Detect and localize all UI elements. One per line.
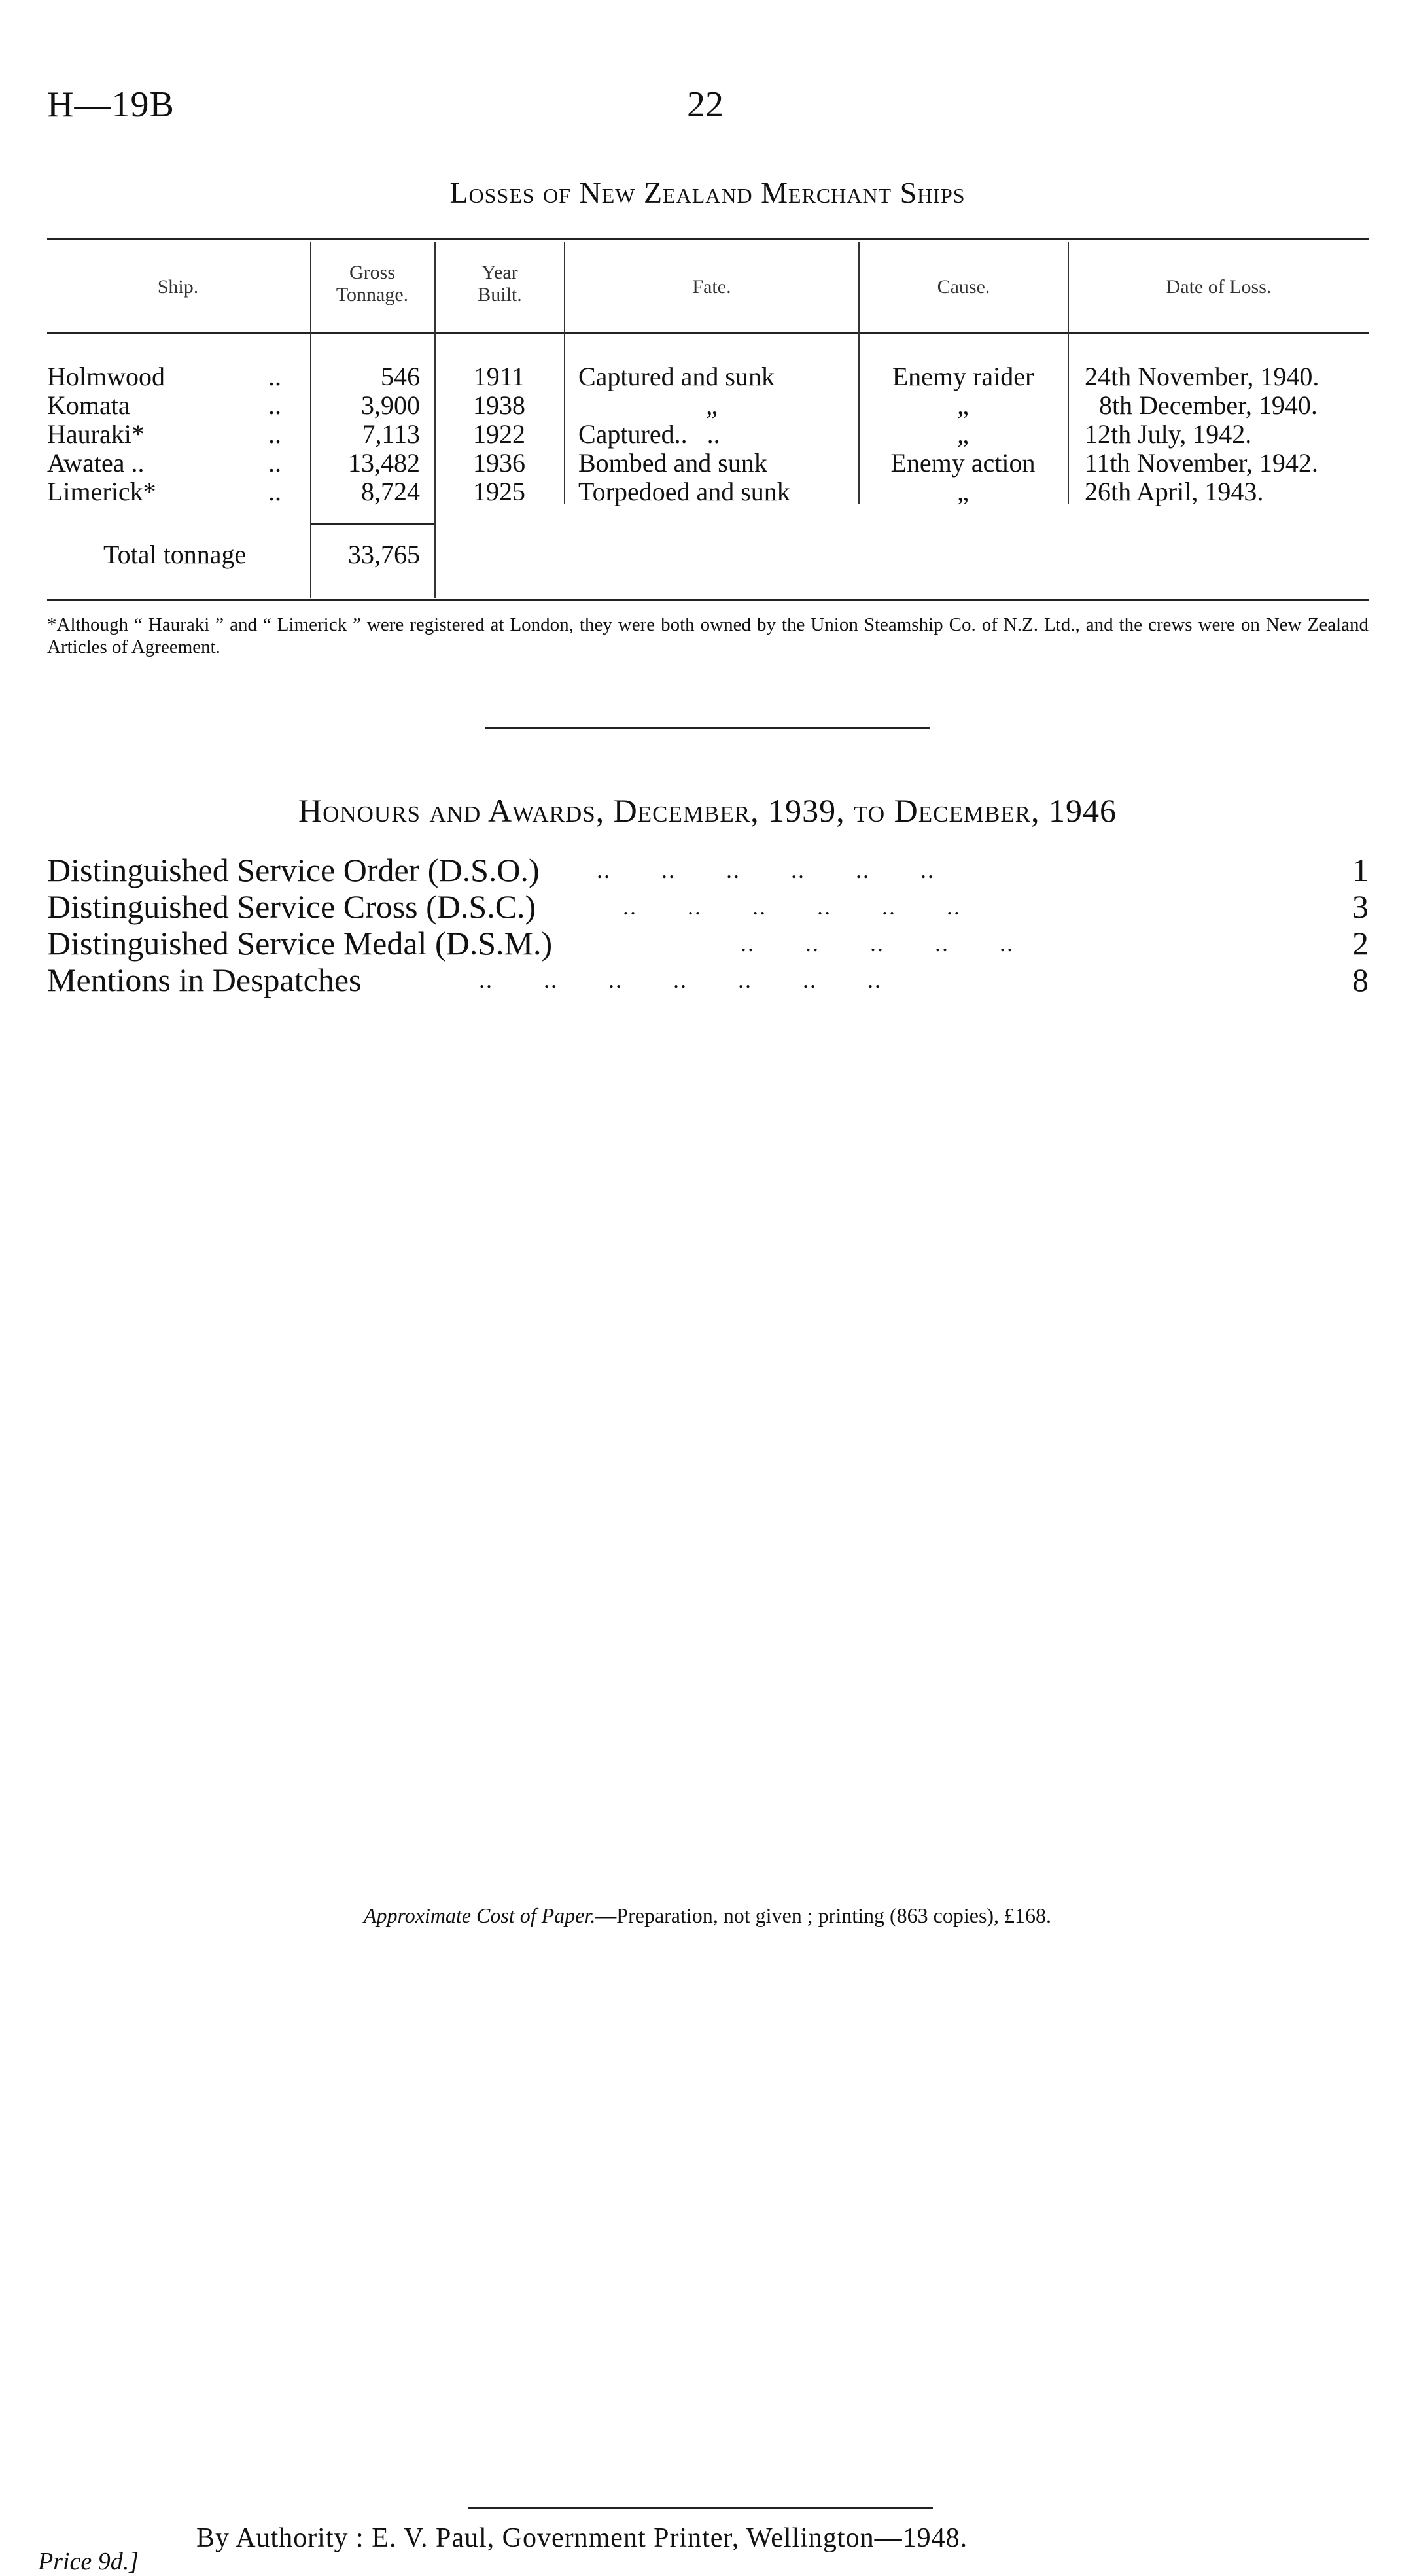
fate: Captured.. .. [578,419,720,449]
total-tonnage-value: 33,765 [348,540,420,569]
year-built: 1911 [473,362,525,391]
gross-tonnage: 8,724 [361,477,420,506]
table-footnote: *Although “ Hauraki ” and “ Limerick ” were registered at London, they were both owned by the Union Steamship Co. of N.Z. Ltd., and the crews were on New Zealand Articles of Agreement. [47,614,1369,657]
award-name: Distinguished Service Cross (D.S.C.) [47,888,536,925]
fate: Bombed and sunk [578,448,767,478]
ship-name: Hauraki* [47,419,145,449]
column-header-fate: Fate. [692,276,731,298]
award-count: 3 [1352,888,1369,925]
year-built: 1925 [473,477,525,506]
award-name: Mentions in Despatches [47,962,362,998]
leader-dots: .. [268,477,281,506]
total-tonnage-label: Total tonnage [103,540,247,569]
date-of-loss: 11th November, 1942. [1085,448,1318,478]
ship-name: Komata [47,391,130,420]
award-count: 8 [1352,962,1369,998]
fate: Captured and sunk [578,362,775,391]
date-of-loss: 8th December, 1940. [1099,391,1318,420]
cause: Enemy raider [892,362,1034,391]
cause: „ [957,391,969,420]
table-header-rule [47,332,1369,334]
list-item [47,962,1369,998]
cost-note-text: —Preparation, not given ; printing (863 copies), £168. [595,1904,1052,1927]
section-divider [485,727,930,729]
award-count: 2 [1352,925,1369,962]
leader-dots: .. [268,391,281,420]
column-header-tonnage: Gross Tonnage. [336,262,409,305]
ship-name: Holmwood [47,362,165,391]
list-item [47,888,1369,925]
page-number: 22 [687,84,724,125]
date-of-loss: 24th November, 1940. [1085,362,1319,391]
fate: „ [706,391,718,420]
list-item [47,852,1369,888]
leader-dots: .. [268,448,281,478]
award-count: 1 [1352,852,1369,888]
leader-dots: .. .. .. .. .. .. [597,857,935,883]
honours-title: Honours and Awards, December, 1939, to December, 1946 [298,792,1117,829]
leader-dots: .. [268,419,281,449]
table-bottom-rule [47,599,1369,601]
cause: „ [957,419,969,449]
table-top-rule [47,238,1369,240]
gross-tonnage: 7,113 [362,419,420,449]
leader-dots: .. .. .. .. .. [741,930,1014,956]
imprint-rule [468,2507,933,2509]
printer-authority: By Authority : E. V. Paul, Government Printer, Wellington—1948. [196,2523,968,2553]
award-name: Distinguished Service Order (D.S.O.) [47,852,540,888]
year-built: 1938 [473,391,525,420]
column-header-ship: Ship. [157,276,199,298]
column-header-year: Year Built. [478,262,522,305]
date-of-loss: 12th July, 1942. [1085,419,1252,449]
cost-note-label: Approximate Cost of Paper. [363,1904,596,1927]
list-item [47,925,1369,962]
gross-tonnage: 3,900 [361,391,420,420]
price-label: Price 9d.] [38,2548,139,2575]
ship-name: Awatea .. [47,448,145,478]
column-header-cause: Cause. [937,276,990,298]
cause: Enemy action [890,448,1036,478]
total-rule [310,523,434,525]
cause: „ [957,477,969,506]
ship-name: Limerick* [47,477,156,506]
gross-tonnage: 546 [381,362,420,391]
leader-dots: .. .. .. .. .. .. .. [479,967,882,993]
leader-dots: .. .. .. .. .. .. [623,894,961,920]
document-reference: H—19B [47,84,175,125]
leader-dots: .. [268,362,281,391]
date-of-loss: 26th April, 1943. [1085,477,1264,506]
gross-tonnage: 13,482 [348,448,420,478]
award-name: Distinguished Service Medal (D.S.M.) [47,925,553,962]
year-built: 1922 [473,419,525,449]
fate: Torpedoed and sunk [578,477,790,506]
year-built: 1936 [473,448,525,478]
cost-note [0,1904,1415,1928]
losses-table-title: Losses of New Zealand Merchant Ships [449,176,966,209]
col-divider [310,242,311,598]
column-header-date: Date of Loss. [1166,276,1272,298]
